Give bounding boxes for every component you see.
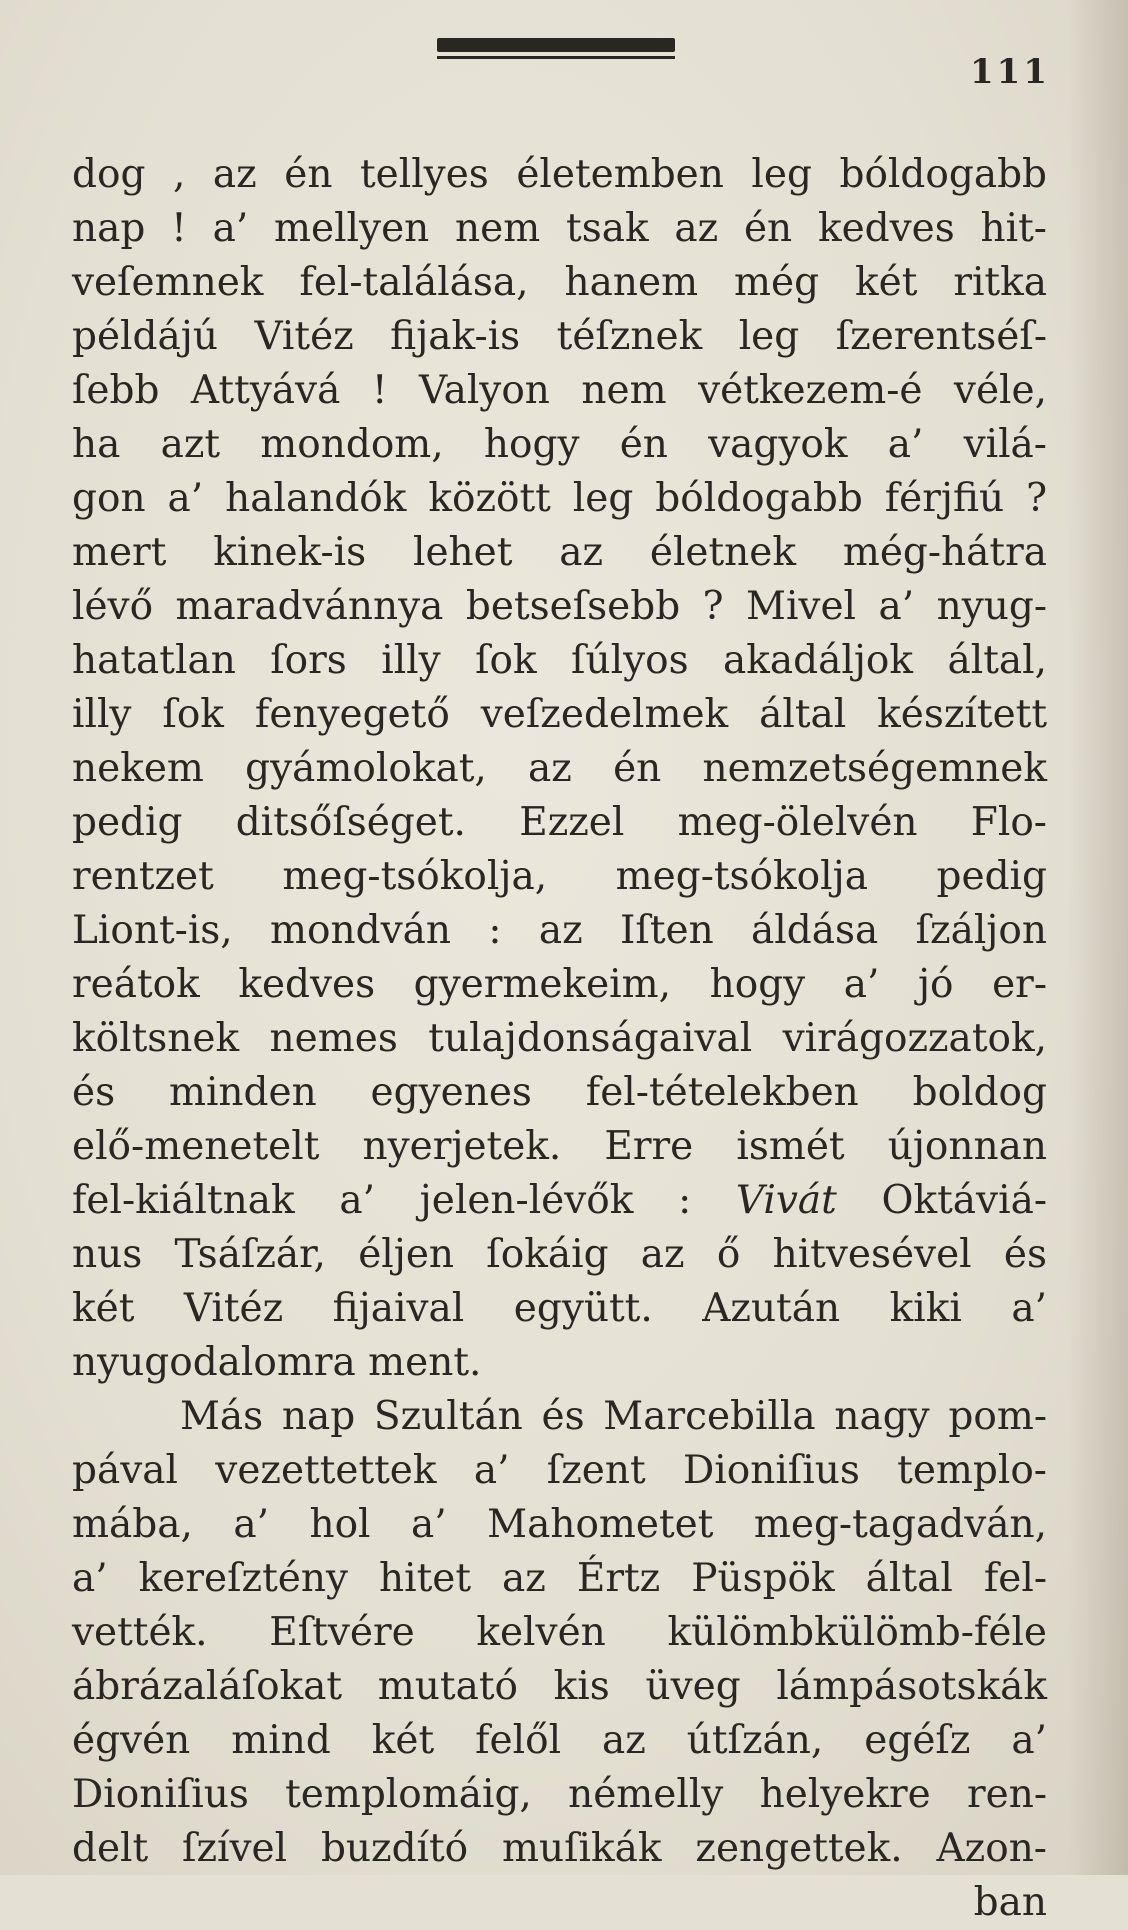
text-line: delt ſzível buzdító muſikák zengettek. Azon- bbox=[72, 1826, 1047, 1871]
text-line: gon a’ halandók között leg bóldogabb férjfiú ? bbox=[72, 476, 1047, 521]
text-line: lévő maradvánnya betseſsebb ? Mivel a’ nyug- bbox=[72, 584, 1047, 629]
paragraph-last-line: nyugodalomra ment. bbox=[72, 1340, 482, 1385]
text-line: Liont-is, mondván : az Iſten áldása ſzáljon bbox=[72, 908, 1047, 953]
text-line: nekem gyámolokat, az én nemzetségemnek bbox=[72, 746, 1047, 791]
text-line: rentzet meg-tsókolja, meg-tsókolja pedig bbox=[72, 854, 1047, 899]
text-line: veſemnek fel-találása, hanem még két ritka bbox=[72, 260, 1047, 305]
text-line: reátok kedves gyermekeim, hogy a’ jó er- bbox=[72, 962, 1047, 1007]
text-line: és minden egyenes fel-tételekben boldog bbox=[72, 1070, 1047, 1115]
text-line: ſebb Attyává ! Valyon nem vétkezem-é véle, bbox=[72, 368, 1047, 413]
text-line: Dioniſius templomáig, némelly helyekre ren- bbox=[72, 1772, 1047, 1817]
text-line: elő-menetelt nyerjetek. Erre ismét újonnan bbox=[72, 1124, 1047, 1169]
page-edge-shadow bbox=[1068, 0, 1128, 1875]
header-ornament-rule bbox=[437, 38, 675, 52]
page-number: 111 bbox=[970, 52, 1050, 92]
text-line: két Vitéz fijaival együtt. Azután kiki a’ bbox=[72, 1286, 1047, 1331]
text-line: pedig ditsőſséget. Ezzel meg-ölelvén Flo- bbox=[72, 800, 1047, 845]
paragraph-first-line: Más nap Szultán és Marcebilla nagy pom- bbox=[180, 1394, 1047, 1439]
line-text-after: Oktáviá- bbox=[836, 1178, 1047, 1223]
text-line: égvén mind két felől az útſzán, egéſz a’ bbox=[72, 1718, 1047, 1763]
text-line: mert kinek-is lehet az életnek még-hátra bbox=[72, 530, 1047, 575]
text-line: ha azt mondom, hogy én vagyok a’ vilá- bbox=[72, 422, 1047, 467]
text-line: pával vezettettek a’ ſzent Dioniſius templo- bbox=[72, 1448, 1047, 1493]
text-line: dog , az én tellyes életemben leg bóldogabb bbox=[72, 152, 1047, 197]
text-line: mába, a’ hol a’ Mahometet meg-tagadván, bbox=[72, 1502, 1047, 1547]
line-text-before: fel-kiáltnak a’ jelen-lévők : bbox=[72, 1178, 736, 1223]
text-line: hatatlan ſors illy ſok ſúlyos akadáljok által, bbox=[72, 638, 1047, 683]
text-line: nus Tsáſzár, éljen ſokáig az ő hitvesével és bbox=[72, 1232, 1047, 1277]
text-line: vették. Eſtvére kelvén külömbkülömb-féle bbox=[72, 1610, 1047, 1655]
text-line-with-italic bbox=[72, 1174, 1047, 1228]
text-line: ábrázaláſokat mutató kis üveg lámpásotskák bbox=[72, 1664, 1047, 1709]
italic-word: Vivát bbox=[735, 1178, 837, 1223]
text-line: illy ſok fenyegető veſzedelmek által készített bbox=[72, 692, 1047, 737]
text-line: költsnek nemes tulajdonságaival virágozzatok, bbox=[72, 1016, 1047, 1061]
catchword: ban bbox=[973, 1880, 1047, 1925]
text-line: nap ! a’ mellyen nem tsak az én kedves hit- bbox=[72, 206, 1047, 251]
text-line: példájú Vitéz fijak-is téſznek leg ſzerentséſ- bbox=[72, 314, 1047, 359]
body-text bbox=[72, 148, 1047, 1930]
text-line: a’ kereſztény hitet az Értz Püspök által fel- bbox=[72, 1556, 1047, 1601]
